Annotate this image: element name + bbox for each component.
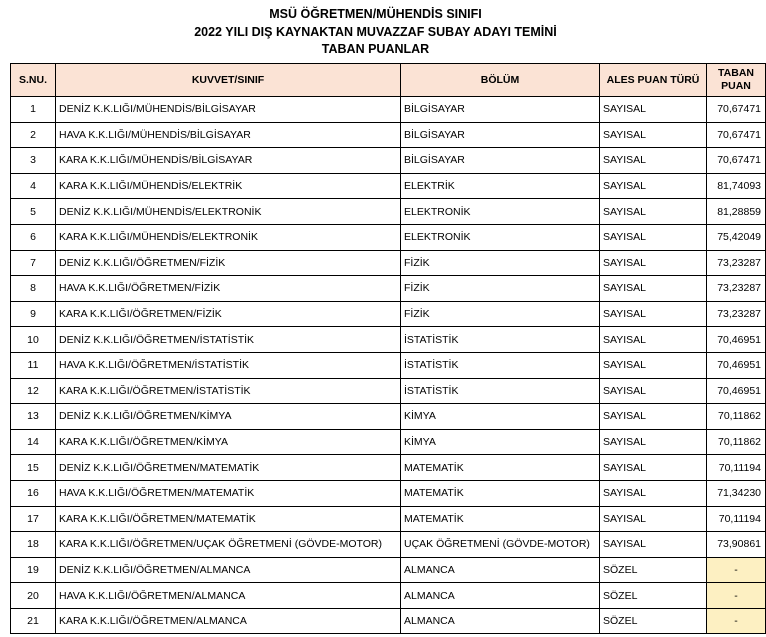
cell-ales-type: SÖZEL bbox=[600, 557, 707, 583]
cell-no: 10 bbox=[11, 327, 56, 353]
cell-score: 70,67471 bbox=[707, 122, 766, 148]
cell-ales-type: SAYISAL bbox=[600, 224, 707, 250]
cell-score: 70,11862 bbox=[707, 429, 766, 455]
header-title: MSÜ ÖĞRETMEN/MÜHENDİS SINIFI bbox=[269, 7, 482, 21]
table-row bbox=[11, 455, 766, 481]
cell-ales-type: SAYISAL bbox=[600, 301, 707, 327]
cell-kuvvet: KARA K.K.LIĞI/ÖĞRETMEN/FİZİK bbox=[56, 301, 401, 327]
table-row bbox=[11, 506, 766, 532]
cell-kuvvet: HAVA K.K.LIĞI/ÖĞRETMEN/İSTATİSTİK bbox=[56, 352, 401, 378]
cell-bolum: FİZİK bbox=[401, 301, 600, 327]
col-header-bolum: BÖLÜM bbox=[401, 64, 600, 97]
cell-bolum: FİZİK bbox=[401, 250, 600, 276]
cell-score: - bbox=[707, 583, 766, 609]
cell-kuvvet: HAVA K.K.LIĞI/ÖĞRETMEN/FİZİK bbox=[56, 276, 401, 302]
table-row bbox=[11, 97, 766, 123]
cell-no: 3 bbox=[11, 148, 56, 174]
cell-score: 70,46951 bbox=[707, 352, 766, 378]
cell-no: 7 bbox=[11, 250, 56, 276]
cell-bolum: KİMYA bbox=[401, 404, 600, 430]
table-row bbox=[11, 429, 766, 455]
cell-no: 13 bbox=[11, 404, 56, 430]
cell-ales-type: SAYISAL bbox=[600, 276, 707, 302]
cell-kuvvet: DENİZ K.K.LIĞI/ÖĞRETMEN/MATEMATİK bbox=[56, 455, 401, 481]
cell-score: 70,46951 bbox=[707, 378, 766, 404]
cell-ales-type: SAYISAL bbox=[600, 148, 707, 174]
cell-bolum: ELEKTRONİK bbox=[401, 199, 600, 225]
cell-kuvvet: DENİZ K.K.LIĞI/MÜHENDİS/BİLGİSAYAR bbox=[56, 97, 401, 123]
cell-bolum: MATEMATİK bbox=[401, 480, 600, 506]
cell-ales-type: SAYISAL bbox=[600, 455, 707, 481]
cell-kuvvet: DENİZ K.K.LIĞI/ÖĞRETMEN/KİMYA bbox=[56, 404, 401, 430]
cell-kuvvet: HAVA K.K.LIĞI/ÖĞRETMEN/MATEMATİK bbox=[56, 480, 401, 506]
cell-score: - bbox=[707, 557, 766, 583]
table-row bbox=[11, 199, 766, 225]
header-section-title: TABAN PUANLAR bbox=[321, 42, 430, 56]
header-subtitle: 2022 YILI DIŞ KAYNAKTAN MUVAZZAF SUBAY ADAYI TEMİNİ bbox=[194, 24, 557, 39]
cell-kuvvet: KARA K.K.LIĞI/MÜHENDİS/BİLGİSAYAR bbox=[56, 148, 401, 174]
table-row bbox=[11, 276, 766, 302]
cell-bolum: MATEMATİK bbox=[401, 455, 600, 481]
cell-kuvvet: DENİZ K.K.LIĞI/ÖĞRETMEN/İSTATİSTİK bbox=[56, 327, 401, 353]
cell-bolum: ALMANCA bbox=[401, 583, 600, 609]
table-row bbox=[11, 352, 766, 378]
cell-no: 17 bbox=[11, 506, 56, 532]
document-header bbox=[0, 0, 751, 62]
cell-score: 75,42049 bbox=[707, 224, 766, 250]
cell-no: 18 bbox=[11, 532, 56, 558]
col-header-ales: ALES PUAN TÜRÜ bbox=[600, 64, 707, 97]
cell-bolum: KİMYA bbox=[401, 429, 600, 455]
table-row bbox=[11, 378, 766, 404]
cell-score: 70,67471 bbox=[707, 148, 766, 174]
cell-bolum: BİLGİSAYAR bbox=[401, 97, 600, 123]
cell-ales-type: SAYISAL bbox=[600, 122, 707, 148]
cell-no: 9 bbox=[11, 301, 56, 327]
cell-ales-type: SAYISAL bbox=[600, 404, 707, 430]
cell-score: 81,28859 bbox=[707, 199, 766, 225]
cell-kuvvet: DENİZ K.K.LIĞI/ÖĞRETMEN/FİZİK bbox=[56, 250, 401, 276]
cell-no: 8 bbox=[11, 276, 56, 302]
table-row bbox=[11, 608, 766, 634]
cell-kuvvet: KARA K.K.LIĞI/ÖĞRETMEN/ALMANCA bbox=[56, 608, 401, 634]
cell-no: 2 bbox=[11, 122, 56, 148]
cell-score: 70,11862 bbox=[707, 404, 766, 430]
table-row bbox=[11, 532, 766, 558]
cell-no: 14 bbox=[11, 429, 56, 455]
cell-no: 5 bbox=[11, 199, 56, 225]
cell-ales-type: SÖZEL bbox=[600, 583, 707, 609]
cell-kuvvet: KARA K.K.LIĞI/MÜHENDİS/ELEKTRONİK bbox=[56, 224, 401, 250]
cell-kuvvet: HAVA K.K.LIĞI/MÜHENDİS/BİLGİSAYAR bbox=[56, 122, 401, 148]
cell-no: 11 bbox=[11, 352, 56, 378]
cell-kuvvet: DENİZ K.K.LIĞI/ÖĞRETMEN/ALMANCA bbox=[56, 557, 401, 583]
cell-kuvvet: KARA K.K.LIĞI/ÖĞRETMEN/MATEMATİK bbox=[56, 506, 401, 532]
table-row bbox=[11, 480, 766, 506]
cell-score: 70,67471 bbox=[707, 97, 766, 123]
cell-no: 16 bbox=[11, 480, 56, 506]
cell-score: 73,90861 bbox=[707, 532, 766, 558]
col-header-kuvvet: KUVVET/SINIF bbox=[56, 64, 401, 97]
cell-no: 21 bbox=[11, 608, 56, 634]
cell-ales-type: SAYISAL bbox=[600, 97, 707, 123]
cell-bolum: ELEKTRONİK bbox=[401, 224, 600, 250]
table-row bbox=[11, 250, 766, 276]
table-row bbox=[11, 173, 766, 199]
cell-kuvvet: HAVA K.K.LIĞI/ÖĞRETMEN/ALMANCA bbox=[56, 583, 401, 609]
cell-score: 73,23287 bbox=[707, 276, 766, 302]
cell-score: - bbox=[707, 608, 766, 634]
table-row bbox=[11, 301, 766, 327]
cell-bolum: UÇAK ÖĞRETMENİ (GÖVDE-MOTOR) bbox=[401, 532, 600, 558]
cell-no: 15 bbox=[11, 455, 56, 481]
col-header-no: S.NU. bbox=[11, 64, 56, 97]
cell-bolum: İSTATİSTİK bbox=[401, 352, 600, 378]
cell-bolum: ALMANCA bbox=[401, 608, 600, 634]
cell-kuvvet: KARA K.K.LIĞI/ÖĞRETMEN/UÇAK ÖĞRETMENİ (GÖVDE-MOTOR) bbox=[56, 532, 401, 558]
cell-ales-type: SAYISAL bbox=[600, 506, 707, 532]
cell-ales-type: SAYISAL bbox=[600, 199, 707, 225]
col-header-taban: TABAN PUAN bbox=[707, 64, 766, 97]
cell-ales-type: SAYISAL bbox=[600, 532, 707, 558]
cell-kuvvet: DENİZ K.K.LIĞI/MÜHENDİS/ELEKTRONİK bbox=[56, 199, 401, 225]
cell-kuvvet: KARA K.K.LIĞI/ÖĞRETMEN/İSTATİSTİK bbox=[56, 378, 401, 404]
cell-score: 71,34230 bbox=[707, 480, 766, 506]
cell-score: 73,23287 bbox=[707, 301, 766, 327]
cell-score: 70,11194 bbox=[707, 506, 766, 532]
table-body bbox=[11, 97, 766, 634]
cell-ales-type: SAYISAL bbox=[600, 429, 707, 455]
cell-ales-type: SAYISAL bbox=[600, 327, 707, 353]
cell-no: 12 bbox=[11, 378, 56, 404]
cell-ales-type: SAYISAL bbox=[600, 378, 707, 404]
table-header-row bbox=[11, 64, 766, 97]
cell-no: 19 bbox=[11, 557, 56, 583]
table-row bbox=[11, 583, 766, 609]
cell-bolum: BİLGİSAYAR bbox=[401, 122, 600, 148]
cell-kuvvet: KARA K.K.LIĞI/MÜHENDİS/ELEKTRİK bbox=[56, 173, 401, 199]
table-row bbox=[11, 404, 766, 430]
cell-no: 20 bbox=[11, 583, 56, 609]
cell-score: 73,23287 bbox=[707, 250, 766, 276]
table-row bbox=[11, 327, 766, 353]
cell-bolum: İSTATİSTİK bbox=[401, 378, 600, 404]
cell-ales-type: SAYISAL bbox=[600, 480, 707, 506]
cell-score: 70,46951 bbox=[707, 327, 766, 353]
cell-kuvvet: KARA K.K.LIĞI/ÖĞRETMEN/KİMYA bbox=[56, 429, 401, 455]
cell-no: 6 bbox=[11, 224, 56, 250]
cell-bolum: ELEKTRİK bbox=[401, 173, 600, 199]
cell-bolum: FİZİK bbox=[401, 276, 600, 302]
table-row bbox=[11, 557, 766, 583]
table-row bbox=[11, 122, 766, 148]
cell-score: 81,74093 bbox=[707, 173, 766, 199]
table-row bbox=[11, 148, 766, 174]
cell-bolum: BİLGİSAYAR bbox=[401, 148, 600, 174]
cell-bolum: MATEMATİK bbox=[401, 506, 600, 532]
table-row bbox=[11, 224, 766, 250]
cell-ales-type: SAYISAL bbox=[600, 250, 707, 276]
cell-bolum: ALMANCA bbox=[401, 557, 600, 583]
scores-table bbox=[10, 63, 766, 634]
cell-no: 1 bbox=[11, 97, 56, 123]
cell-bolum: İSTATİSTİK bbox=[401, 327, 600, 353]
cell-score: 70,11194 bbox=[707, 455, 766, 481]
cell-no: 4 bbox=[11, 173, 56, 199]
cell-ales-type: SAYISAL bbox=[600, 352, 707, 378]
cell-ales-type: SÖZEL bbox=[600, 608, 707, 634]
cell-ales-type: SAYISAL bbox=[600, 173, 707, 199]
